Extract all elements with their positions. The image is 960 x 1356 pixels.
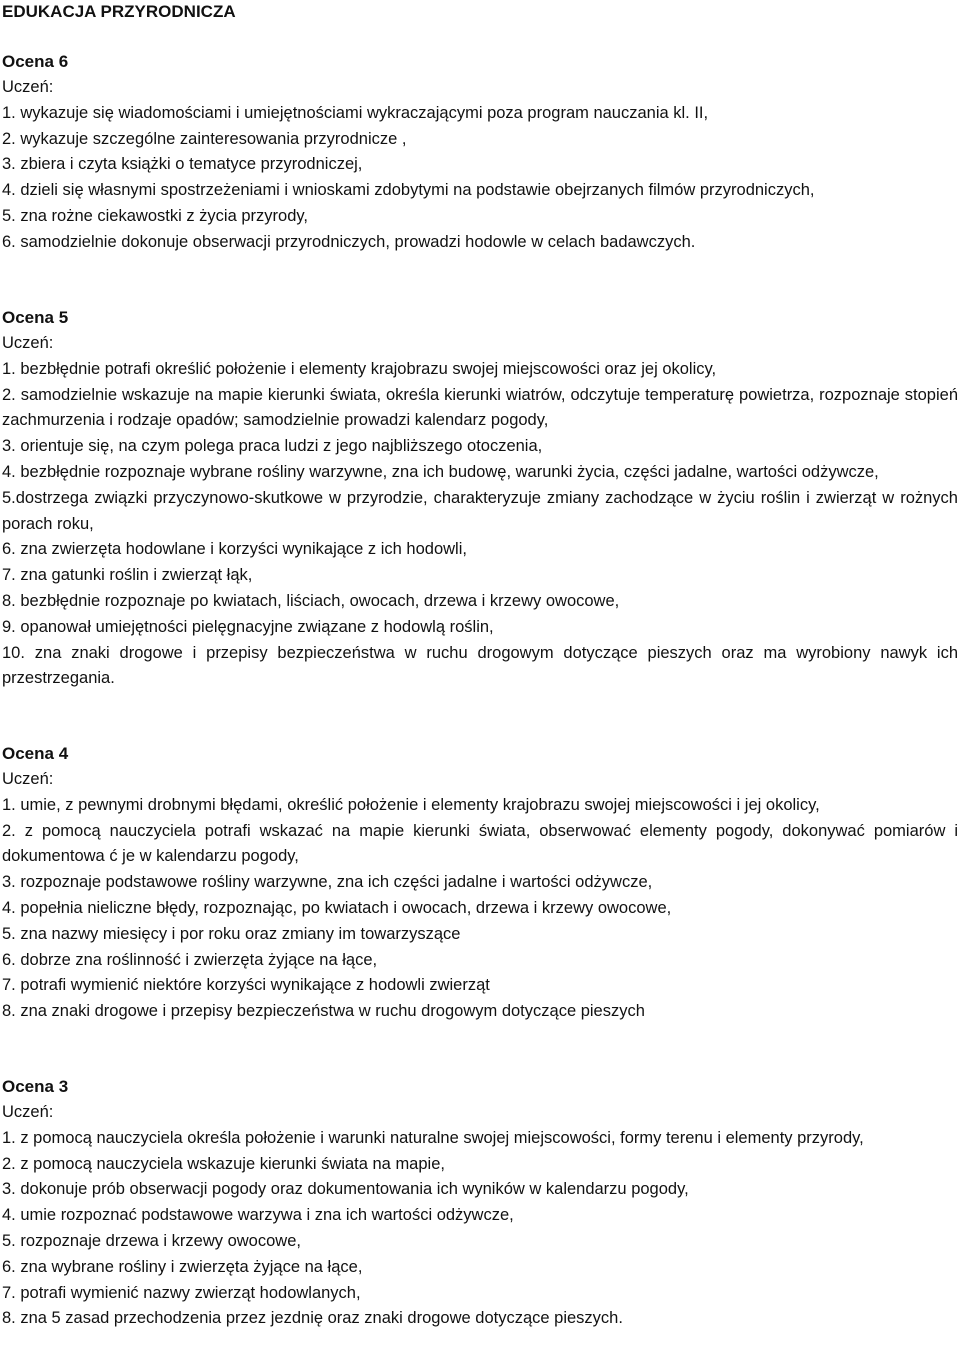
grade-section-4: [2, 741, 958, 1025]
criterion-item: 5. rozpoznaje drzewa i krzewy owocowe,: [2, 1231, 301, 1250]
criterion-item: 1. z pomocą nauczyciela określa położenie i warunki naturalne swojej miejscowości, formy terenu i elementy przyrody,: [2, 1128, 864, 1147]
criterion-item: 6. samodzielnie dokonuje obserwacji przyrodniczych, prowadzi hodowle w celach badawczych.: [2, 232, 696, 251]
criterion-item: 3. dokonuje prób obserwacji pogody oraz dokumentowania ich wyników w kalendarzu pogody,: [2, 1180, 689, 1199]
criterion-item: 10. zna znaki drogowe i przepisy bezpieczeństwa w ruchu drogowym dotyczące pieszych oraz ma wyrobiony nawyk ich przestrzegania.: [2, 643, 958, 688]
criterion-item: 1. umie, z pewnymi drobnymi błędami, określić położenie i elementy krajobrazu swojej miejscowości i jej okolicy,: [2, 795, 820, 814]
grade-heading: Ocena 4: [2, 744, 69, 763]
criterion-item: 1. bezbłędnie potrafi określić położenie i elementy krajobrazu swojej miejscowości oraz jej okolicy,: [2, 359, 717, 378]
criterion-item: 5. zna nazwy miesięcy i por roku oraz zmiany im towarzyszące: [2, 924, 461, 943]
criterion-item: 9. opanował umiejętności pielęgnacyjne związane z hodowlą roślin,: [2, 617, 494, 636]
student-label: Uczeń:: [2, 1103, 54, 1121]
grade-section-6: [2, 49, 958, 256]
criterion-item: 8. bezbłędnie rozpoznaje po kwiatach, liściach, owocach, drzewa i krzewy owocowe,: [2, 591, 620, 610]
grade-heading: Ocena 5: [2, 308, 69, 327]
grade-section-3: [2, 1074, 958, 1332]
criterion-item: 7. zna gatunki roślin i zwierząt łąk,: [2, 566, 253, 585]
criterion-item: 2. samodzielnie wskazuje na mapie kierunki świata, określa kierunki wiatrów, odczytuje temperaturę powietrza, rozpoznaje stopień zachmurzenia i rodzaje opadów; samodzielnie prowadzi kalendarz pogody,: [2, 385, 958, 430]
grade-heading: Ocena 6: [2, 52, 69, 71]
criterion-item: 4. popełnia nieliczne błędy, rozpoznając, po kwiatach i owocach, drzewa i krzewy owocowe,: [2, 898, 672, 917]
grade-heading: Ocena 3: [2, 1077, 69, 1096]
criterion-item: 8. zna znaki drogowe i przepisy bezpieczeństwa w ruchu drogowym dotyczące pieszych: [2, 1002, 645, 1021]
student-label: Uczeń:: [2, 334, 54, 352]
criterion-item: 3. orientuje się, na czym polega praca ludzi z jego najbliższego otoczenia,: [2, 437, 543, 456]
criterion-item: 2. z pomocą nauczyciela potrafi wskazać na mapie kierunki świata, obserwować elementy pogody, dokonywać pomiarów i dokumentowa ć je w kalendarzu pogody,: [2, 821, 958, 866]
criterion-item: 1. wykazuje się wiadomościami i umiejętnościami wykraczającymi poza program nauczania kl. II,: [2, 103, 709, 122]
criterion-item: 3. rozpoznaje podstawowe rośliny warzywne, zna ich części jadalne i wartości odżywcze,: [2, 873, 653, 892]
document-title: EDUKACJA PRZYRODNICZA: [2, 2, 236, 21]
grade-section-5: [2, 305, 958, 692]
criterion-item: 6. dobrze zna roślinność i zwierzęta żyjące na łące,: [2, 950, 378, 969]
criterion-item: 6. zna zwierzęta hodowlane i korzyści wynikające z ich hodowli,: [2, 540, 467, 559]
criterion-item: 7. potrafi wymienić nazwy zwierząt hodowlanych,: [2, 1283, 361, 1302]
student-label: Uczeń:: [2, 770, 54, 788]
criterion-item: 3. zbiera i czyta książki o tematyce przyrodniczej,: [2, 155, 363, 174]
criterion-item: 2. z pomocą nauczyciela wskazuje kierunki świata na mapie,: [2, 1154, 445, 1173]
criterion-item: 4. bezbłędnie rozpoznaje wybrane rośliny warzywne, zna ich budowę, warunki życia, części jadalne, wartości odżywcze,: [2, 462, 879, 481]
criterion-item: 4. dzieli się własnymi spostrzeżeniami i wnioskami zdobytymi na podstawie obejrzanych filmów przyrodniczych,: [2, 181, 815, 200]
criterion-item: 5. zna rożne ciekawostki z życia przyrody,: [2, 206, 308, 225]
criterion-item: 7. potrafi wymienić niektóre korzyści wynikające z hodowli zwierząt: [2, 976, 490, 995]
criterion-item: 4. umie rozpoznać podstawowe warzywa i zna ich wartości odżywcze,: [2, 1206, 514, 1225]
criterion-item: 2. wykazuje szczególne zainteresowania przyrodnicze ,: [2, 129, 407, 148]
student-label: Uczeń:: [2, 78, 54, 96]
criterion-item: 5.dostrzega związki przyczynowo-skutkowe w przyrodzie, charakteryzuje zmiany zachodzące w życiu roślin i zwierząt w rożnych porach roku,: [2, 488, 958, 533]
criterion-item: 8. zna 5 zasad przechodzenia przez jezdnię oraz znaki drogowe dotyczące pieszych.: [2, 1309, 623, 1328]
criterion-item: 6. zna wybrane rośliny i zwierzęta żyjące na łące,: [2, 1257, 363, 1276]
